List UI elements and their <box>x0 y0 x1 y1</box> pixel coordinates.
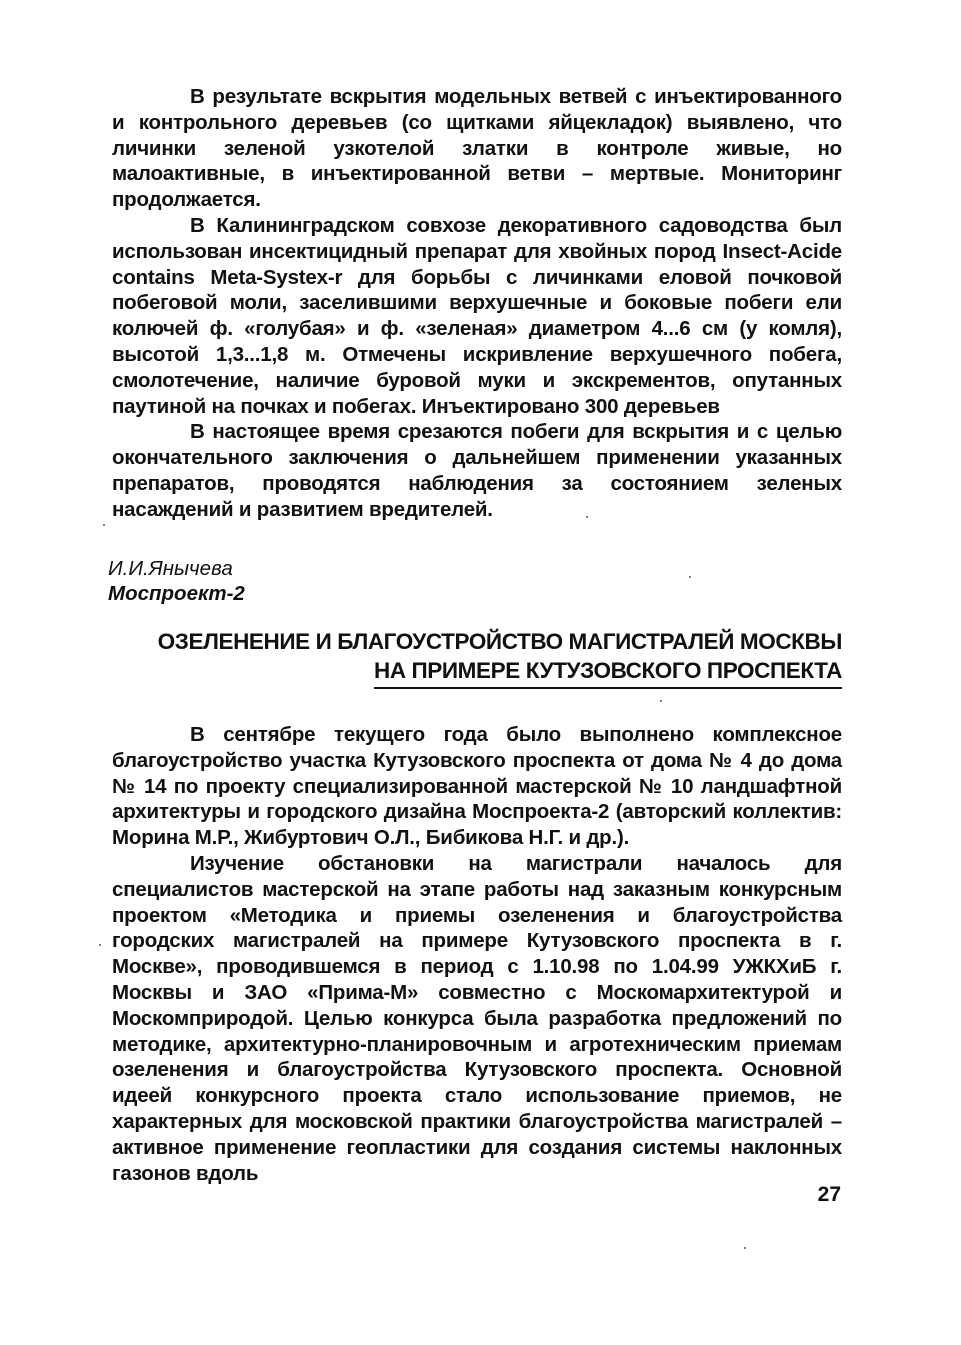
top-paragraph-1: В результате вскрытия модельных ветвей с инъектированного и контрольного деревьев (со щитками яйцекладок) выявлено, что личинки зеленой узкотелой златки в контроле живые, но малоактивные, в инъектированной ветви – мертвые. Мониторинг продолжается. <box>112 85 842 212</box>
scan-speck <box>660 700 662 702</box>
scan-speck <box>99 944 101 946</box>
top-paragraph-3: В настоящее время срезаются побеги для вскрытия и с целью окончательного заключения о дальнейшем применении указанных препаратов, проводятся наблюдения за состоянием зеленых насаждений и развитием вредителей. <box>112 420 842 521</box>
author-organization: Моспроект-2 <box>108 582 245 605</box>
article-title <box>112 627 842 689</box>
article-paragraph-1: В сентябре текущего года было выполнено комплексное благоустройство участка Кутузовского проспекта от дома № 4 до дома № 14 по проекту специализированной мастерской № 10 ландшафтной архитектуры и городского дизайна Моспроекта-2 (авторский коллектив: Морина М.Р., Жибуртович О.Л., Бибикова Н.Г. и др.). <box>112 723 842 850</box>
scan-speck <box>103 524 105 526</box>
article-title-line-2: НА ПРИМЕРЕ КУТУЗОВСКОГО ПРОСПЕКТА <box>374 656 842 689</box>
scan-speck <box>744 1247 746 1249</box>
scan-speck <box>586 516 588 518</box>
article-paragraph-2: Изучение обстановки на магистрали началось для специалистов мастерской на этапе работы над заказным конкурсным проектом «Методика и приемы озеленения и благоустройства городских магистралей на примере Кутузовского проспекта в г. Москве», проводившемся в период с 1.10.98 по 1.04.99 УЖКХиБ г. Москвы и ЗАО «Прима-М» совместно с Москомархитектурой и Москомприродой. Целью конкурса была разработка предложений по методике, архитектурно-планировочным и агротехническим приемам озеленения и благоустройства Кутузовского проспекта. Основной идеей конкурсного проекта стало использование приемов, не характерных для московской практики благоустройства магистралей – активное применение геопластики для создания системы наклонных газонов вдоль <box>112 851 842 1185</box>
scan-speck <box>689 576 691 578</box>
article-body <box>112 722 842 1186</box>
author-name: И.И.Янычева <box>108 557 233 580</box>
top-text-block <box>112 84 842 523</box>
page-number: 27 <box>817 1183 841 1206</box>
article-title-line-1: ОЗЕЛЕНЕНИЕ И БЛАГОУСТРОЙСТВО МАГИСТРАЛЕЙ МОСКВЫ <box>157 629 842 654</box>
author-block <box>108 556 245 606</box>
top-paragraph-2: В Калининградском совхозе декоративного садоводства был использован инсектицидный препарат для хвойных пород Insect-Acide contains Meta-Systex-r для борьбы с личинками еловой почковой побеговой моли, заселившими верхушечные и боковые побеги ели колючей ф. «голубая» и ф. «зеленая» диаметром 4...6 см (у комля), высотой 1,3...1,8 м. Отмечены искривление верхушечного побега, смолотечение, наличие буровой муки и экскрементов, опутанных паутиной на почках и побегах. Инъектировано 300 деревьев <box>112 213 842 418</box>
